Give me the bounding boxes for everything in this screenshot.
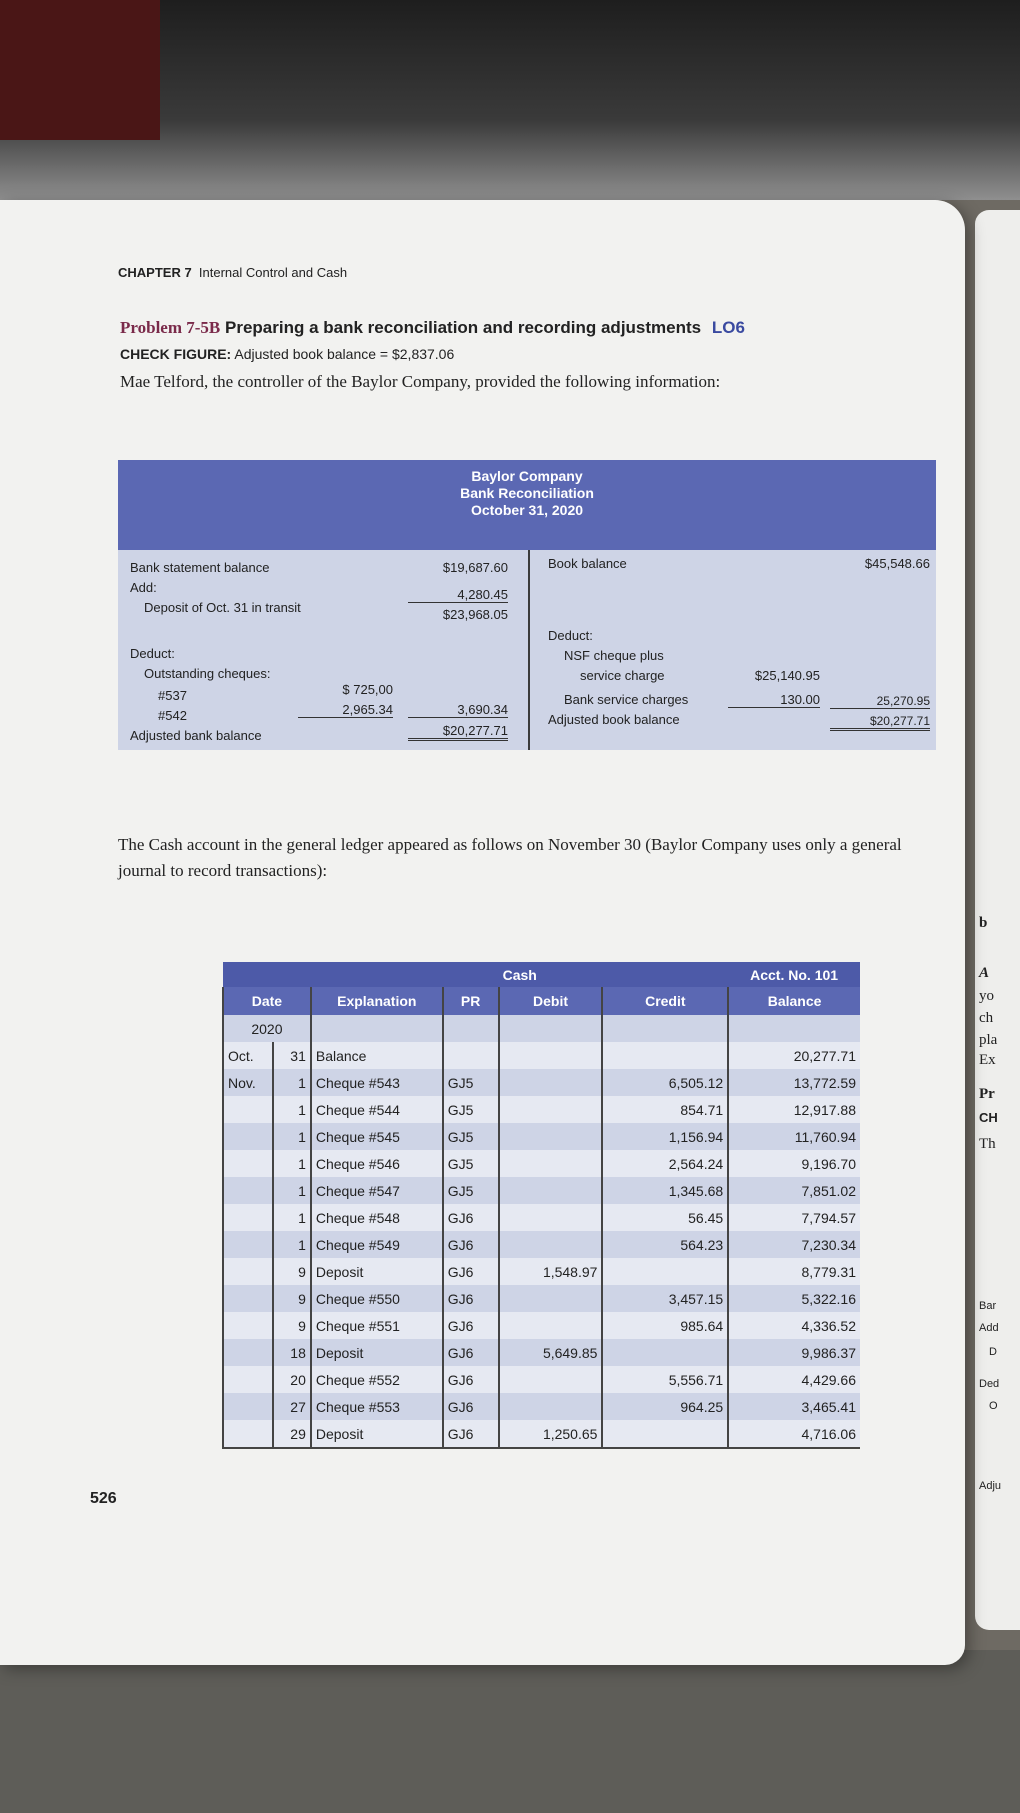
ledger-cell-credit: 985.64 (602, 1312, 728, 1339)
ledger-cell-explanation: Cheque #550 (311, 1285, 443, 1312)
ledger-cell-credit: 1,156.94 (602, 1123, 728, 1150)
account-name: Cash (499, 962, 603, 987)
ledger-title-row (223, 962, 860, 987)
ledger-cell-balance: 7,794.57 (728, 1204, 860, 1231)
ledger-cell-date-month (223, 1177, 273, 1204)
ledger-cell-credit (602, 1420, 728, 1448)
reconciliation-date: October 31, 2020 (470, 502, 584, 518)
ledger-cell-date-day: 1 (273, 1096, 311, 1123)
ledger-cell-explanation: Cheque #549 (311, 1231, 443, 1258)
ledger-cell-balance: 4,429.66 (728, 1366, 860, 1393)
book-deduct-total: 25,270.95 (830, 694, 930, 709)
ledger-cell-date-day: 9 (273, 1258, 311, 1285)
next-page-fragment: O (989, 1400, 998, 1412)
ledger-cell-credit: 3,457.15 (602, 1285, 728, 1312)
ledger-cell-date-day: 1 (273, 1177, 311, 1204)
ledger-cell-debit (499, 1366, 603, 1393)
check-figure-label: CHECK FIGURE: (120, 346, 232, 362)
ledger-row (223, 1150, 860, 1177)
check-figure-text: Adjusted book balance = $2,837.06 (234, 346, 455, 362)
ledger-cell-date-day: 29 (273, 1420, 311, 1448)
ledger-cell-date-day: 1 (273, 1069, 311, 1096)
page-number: 526 (90, 1490, 117, 1507)
ledger-cell-balance: 3,465.41 (728, 1393, 860, 1420)
ledger-cell-date-day: 20 (273, 1366, 311, 1393)
ledger-cell-date-month (223, 1204, 273, 1231)
problem-title (120, 318, 745, 338)
account-number: Acct. No. 101 (728, 962, 860, 987)
ledger-cell-balance: 4,716.06 (728, 1420, 860, 1448)
outstanding-total: 3,690.34 (408, 702, 508, 718)
ledger-cell-balance: 8,779.31 (728, 1258, 860, 1285)
ledger-row (223, 1042, 860, 1069)
ledger-cell-post-ref: GJ6 (443, 1258, 499, 1285)
ledger-cell-date-day: 9 (273, 1312, 311, 1339)
ledger-cell-credit: 6,505.12 (602, 1069, 728, 1096)
ledger-cell-balance: 7,851.02 (728, 1177, 860, 1204)
ledger-cell-explanation: Cheque #546 (311, 1150, 443, 1177)
ledger-cell-explanation: Deposit (311, 1420, 443, 1448)
intro-text: Mae Telford, the controller of the Baylor Company, provided the following information: (120, 372, 721, 391)
ledger-cell-credit: 5,556.71 (602, 1366, 728, 1393)
ledger-row (223, 1177, 860, 1204)
ledger-row (223, 1285, 860, 1312)
ledger-cell-post-ref: GJ6 (443, 1366, 499, 1393)
ledger-cell-date-month (223, 1312, 273, 1339)
ledger-cell-explanation: Cheque #548 (311, 1204, 443, 1231)
ledger-cell-date-day: 31 (273, 1042, 311, 1069)
ledger-cell-balance: 4,336.52 (728, 1312, 860, 1339)
background-top (0, 0, 1020, 200)
ledger-cell-post-ref: GJ5 (443, 1123, 499, 1150)
ledger-cell-debit (499, 1393, 603, 1420)
service-charges-label: Bank service charges (564, 692, 689, 707)
problem-number: Problem 7-5B (120, 318, 221, 337)
ledger-cell-explanation: Cheque #547 (311, 1177, 443, 1204)
ledger-cell-explanation: Cheque #551 (311, 1312, 443, 1339)
ledger-cell-post-ref: GJ6 (443, 1285, 499, 1312)
ledger-cell-post-ref: GJ6 (443, 1339, 499, 1366)
ledger-cell-explanation: Cheque #544 (311, 1096, 443, 1123)
ledger-cell-debit (499, 1231, 603, 1258)
next-page-fragment: ch (979, 1010, 994, 1026)
ledger-cell-explanation: Deposit (311, 1339, 443, 1366)
ledger-cell-credit: 564.23 (602, 1231, 728, 1258)
bank-reconciliation (118, 460, 936, 750)
ledger-cell-explanation: Cheque #543 (311, 1069, 443, 1096)
ledger-cell-date-day: 1 (273, 1231, 311, 1258)
bank-statement-value: $19,687.60 (442, 560, 508, 575)
ledger-cell-debit: 5,649.85 (499, 1339, 603, 1366)
cash-ledger-table (222, 962, 860, 1449)
adjusted-book-label: Adjusted book balance (548, 712, 680, 727)
ledger-cell-debit: 1,250.65 (499, 1420, 603, 1448)
ledger-cell-credit: 56.45 (602, 1204, 728, 1231)
ledger-cell-credit: 854.71 (602, 1096, 728, 1123)
ledger-cell-date-month (223, 1339, 273, 1366)
ledger-cell-date-month (223, 1420, 273, 1448)
cheque-542-label: #542 (158, 708, 187, 723)
ledger-cell-explanation: Cheque #553 (311, 1393, 443, 1420)
bank-deduct-label: Deduct: (130, 646, 175, 661)
ledger-cell-debit (499, 1096, 603, 1123)
next-page-fragment: pla (979, 1032, 998, 1048)
ledger-year: 2020 (223, 1015, 311, 1042)
next-page-fragment: Ex (979, 1052, 996, 1068)
background-red-object (0, 0, 160, 140)
ledger-cell-balance: 20,277.71 (728, 1042, 860, 1069)
ledger-cell-post-ref: GJ5 (443, 1177, 499, 1204)
ledger-row (223, 1366, 860, 1393)
book-deduct-label: Deduct: (548, 628, 593, 643)
ledger-row (223, 1258, 860, 1285)
ledger-cell-date-month (223, 1150, 273, 1177)
ledger-cell-balance: 7,230.34 (728, 1231, 860, 1258)
next-page-fragment: Th (979, 1136, 996, 1152)
ledger-cell-date-month (223, 1285, 273, 1312)
reconciliation-header (118, 460, 936, 550)
ledger-cell-post-ref (443, 1042, 499, 1069)
header-date: Date (223, 987, 311, 1015)
ledger-cell-balance: 12,917.88 (728, 1096, 860, 1123)
ledger-cell-date-day: 27 (273, 1393, 311, 1420)
ledger-body (223, 1042, 860, 1448)
book-balance-label: Book balance (548, 556, 627, 571)
chapter-header (118, 265, 347, 280)
ledger-cell-date-month (223, 1393, 273, 1420)
header-credit: Credit (602, 987, 728, 1015)
ledger-cell-date-month (223, 1258, 273, 1285)
next-page-fragment: b (979, 915, 988, 931)
ledger-row (223, 1123, 860, 1150)
cheque-537-label: #537 (158, 688, 187, 703)
ledger-cell-post-ref: GJ6 (443, 1312, 499, 1339)
ledger-cell-date-month (223, 1231, 273, 1258)
background-bottom (0, 1650, 1020, 1813)
ledger-cell-post-ref: GJ6 (443, 1393, 499, 1420)
ledger-row (223, 1339, 860, 1366)
nsf-label-line1: NSF cheque plus (564, 648, 664, 663)
bank-statement-label: Bank statement balance (130, 560, 270, 575)
ledger-cell-debit (499, 1204, 603, 1231)
adjusted-bank-value: $20,277.71 (408, 723, 508, 741)
check-figure (120, 346, 454, 362)
year-row (223, 1015, 860, 1042)
next-page-fragment: Bar (979, 1300, 997, 1312)
ledger-cell-balance: 11,760.94 (728, 1123, 860, 1150)
ledger-cell-date-month (223, 1366, 273, 1393)
ledger-cell-balance: 13,772.59 (728, 1069, 860, 1096)
ledger-cell-date-day: 1 (273, 1123, 311, 1150)
deposit-label: Deposit of Oct. 31 in transit (144, 600, 301, 615)
ledger-cell-debit (499, 1177, 603, 1204)
ledger-row (223, 1312, 860, 1339)
problem-heading: Preparing a bank reconciliation and recording adjustments (225, 318, 702, 337)
ledger-cell-post-ref: GJ6 (443, 1420, 499, 1448)
next-page-fragment: CH (979, 1110, 998, 1125)
next-page-fragment: yo (979, 988, 994, 1004)
cheque-542-value: 2,965.34 (298, 702, 393, 718)
ledger-header-row (223, 987, 860, 1015)
next-page-fragment: D (989, 1346, 997, 1358)
ledger-cell-explanation: Balance (311, 1042, 443, 1069)
ledger-cell-date-day: 1 (273, 1204, 311, 1231)
ledger-row (223, 1420, 860, 1448)
ledger-cell-debit (499, 1123, 603, 1150)
ledger-cell-post-ref: GJ6 (443, 1204, 499, 1231)
header-pr: PR (443, 987, 499, 1015)
ledger-cell-post-ref: GJ6 (443, 1231, 499, 1258)
ledger-cell-explanation: Deposit (311, 1258, 443, 1285)
next-page-fragment: Add (979, 1322, 999, 1334)
next-page-fragment: Pr (979, 1086, 995, 1102)
ledger-cell-date-month (223, 1123, 273, 1150)
header-balance: Balance (728, 987, 860, 1015)
adjusted-bank-label: Adjusted bank balance (130, 728, 262, 743)
bank-subtotal: $23,968.05 (442, 607, 508, 622)
ledger-cell-balance: 9,986.37 (728, 1339, 860, 1366)
header-debit: Debit (499, 987, 603, 1015)
column-divider (528, 550, 530, 750)
ledger-cell-debit (499, 1312, 603, 1339)
ledger-cell-credit: 964.25 (602, 1393, 728, 1420)
ledger-cell-credit (602, 1339, 728, 1366)
chapter-title: Internal Control and Cash (198, 265, 348, 280)
learning-objective: LO6 (711, 318, 745, 337)
next-page-fragment: Adju (979, 1480, 1002, 1492)
ledger-cell-date-month: Nov. (223, 1069, 273, 1096)
header-explanation: Explanation (311, 987, 443, 1015)
chapter-label: CHAPTER 7 (118, 265, 192, 280)
outstanding-label: Outstanding cheques: (144, 666, 271, 681)
ledger-cell-credit (602, 1042, 728, 1069)
ledger-row (223, 1204, 860, 1231)
ledger-cell-credit (602, 1258, 728, 1285)
cheque-537-value: $ 725,00 (342, 682, 393, 697)
nsf-label-line2: service charge (580, 668, 665, 683)
ledger-cell-date-month (223, 1096, 273, 1123)
reconciliation-title: Bank Reconciliation (460, 485, 594, 501)
ledger-cell-date-day: 18 (273, 1339, 311, 1366)
adjusted-book-value: $20,277.71 (830, 714, 930, 731)
ledger-cell-balance: 9,196.70 (728, 1150, 860, 1177)
ledger-cell-debit: 1,548.97 (499, 1258, 603, 1285)
service-charges-value: 130.00 (728, 692, 820, 708)
next-page-edge (975, 210, 1020, 1630)
ledger-cell-date-day: 9 (273, 1285, 311, 1312)
ledger-row (223, 1393, 860, 1420)
ledger-cell-debit (499, 1069, 603, 1096)
next-page-fragment: A (979, 965, 990, 981)
ledger-cell-date-day: 1 (273, 1150, 311, 1177)
ledger-cell-debit (499, 1285, 603, 1312)
deposit-value: 4,280.45 (408, 587, 508, 603)
add-label: Add: (130, 580, 157, 595)
ledger-cell-post-ref: GJ5 (443, 1150, 499, 1177)
ledger-row (223, 1231, 860, 1258)
ledger-cell-date-month: Oct. (223, 1042, 273, 1069)
company-name: Baylor Company (471, 468, 583, 484)
ledger-cell-explanation: Cheque #552 (311, 1366, 443, 1393)
ledger-intro-text: The Cash account in the general ledger appeared as follows on November 30 (Baylor Company uses only a general journal to record transactions): (118, 835, 902, 880)
ledger-cell-post-ref: GJ5 (443, 1069, 499, 1096)
next-page-fragment: Ded (979, 1378, 1000, 1390)
ledger-cell-explanation: Cheque #545 (311, 1123, 443, 1150)
ledger-row (223, 1096, 860, 1123)
ledger-cell-debit (499, 1042, 603, 1069)
ledger-cell-credit: 1,345.68 (602, 1177, 728, 1204)
ledger-cell-post-ref: GJ5 (443, 1096, 499, 1123)
ledger-cell-credit: 2,564.24 (602, 1150, 728, 1177)
nsf-value: $25,140.95 (754, 668, 820, 683)
ledger-cell-debit (499, 1150, 603, 1177)
ledger-row (223, 1069, 860, 1096)
ledger-cell-balance: 5,322.16 (728, 1285, 860, 1312)
book-balance-value: $45,548.66 (864, 556, 930, 571)
